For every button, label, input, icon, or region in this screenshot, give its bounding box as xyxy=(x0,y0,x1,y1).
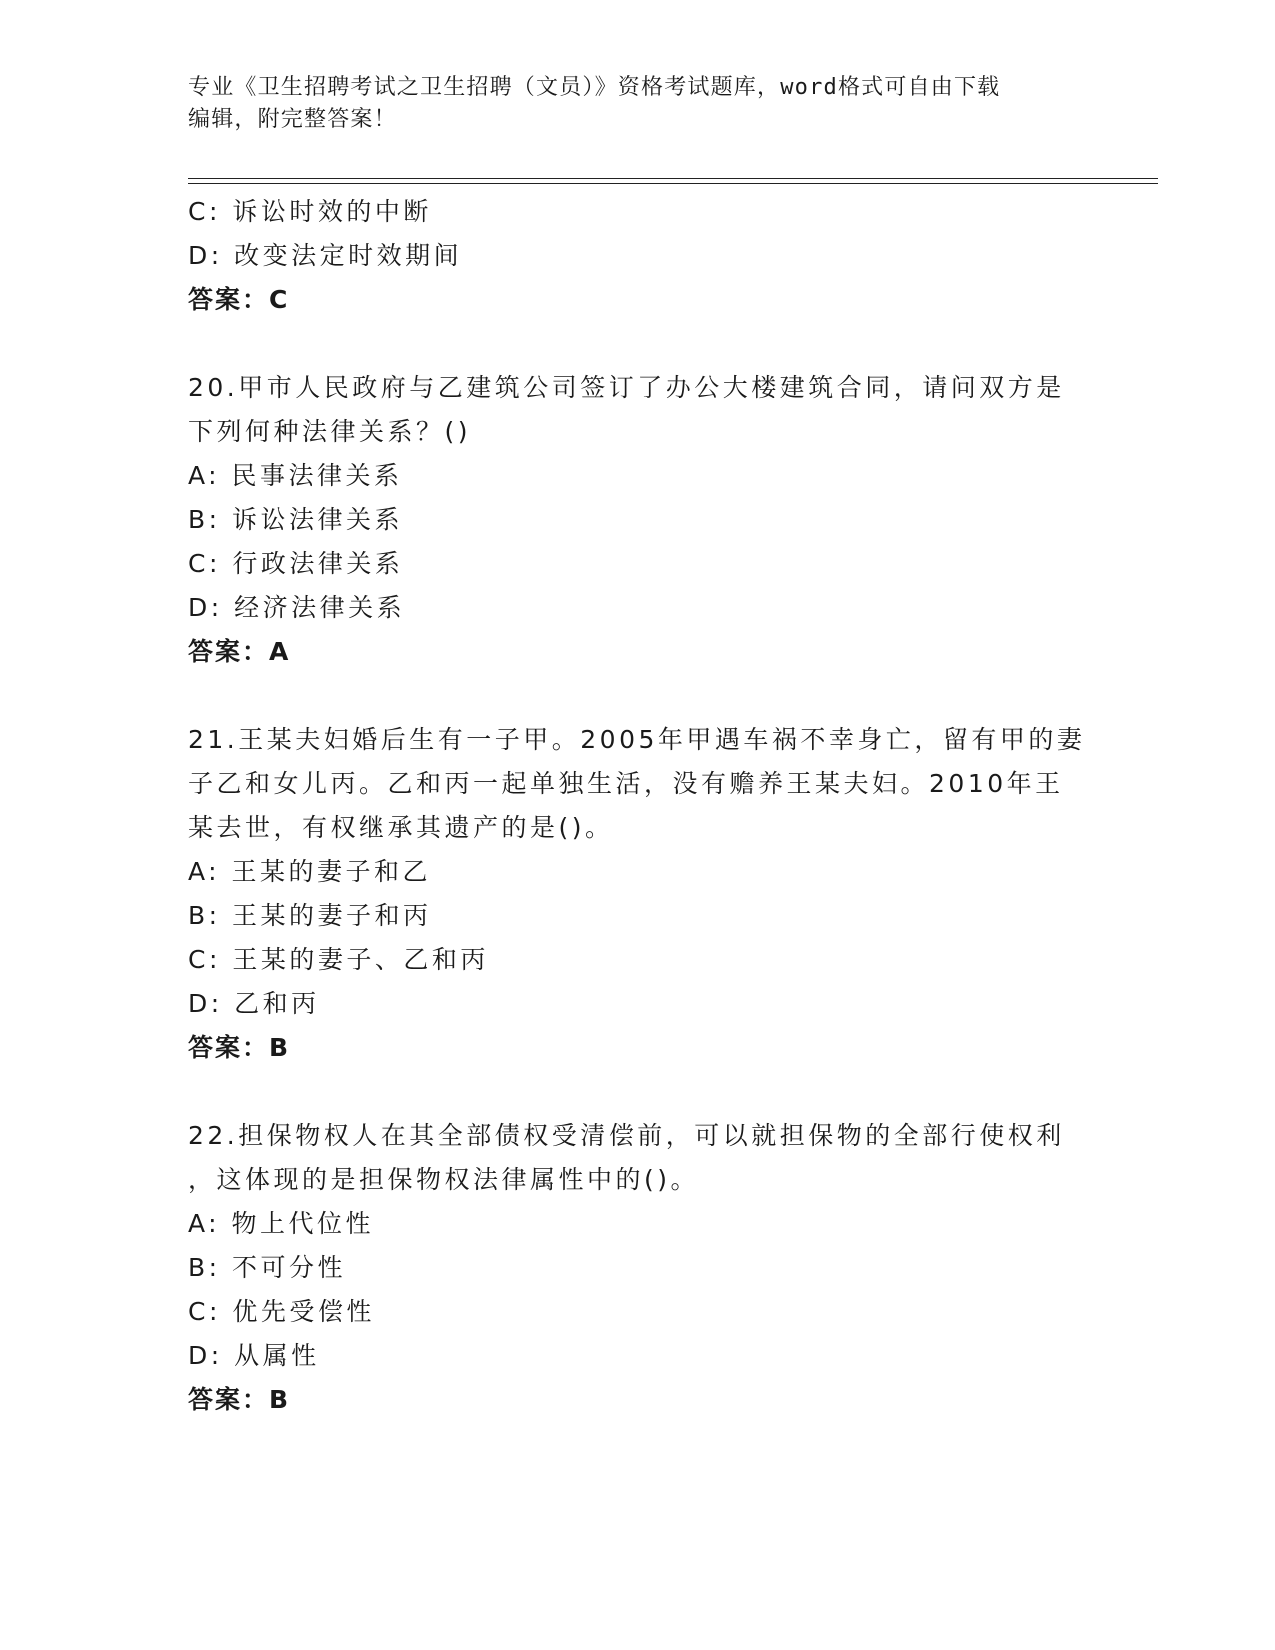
q21-option-b: B: 王某的妻子和丙 xyxy=(188,901,432,930)
q21-option-a: A: 王某的妻子和乙 xyxy=(188,857,432,886)
q22-option-d: D: 从属性 xyxy=(188,1341,320,1370)
header-line-2: 编辑，附完整答案！ xyxy=(188,107,397,132)
q20-stem-line-1: 20.甲市人民政府与乙建筑公司签订了办公大楼建筑合同，请问双方是 xyxy=(188,373,1065,402)
document-header xyxy=(188,72,1088,136)
q22-option-b: B: 不可分性 xyxy=(188,1253,347,1282)
q20-option-d: D: 经济法律关系 xyxy=(188,593,406,622)
q21-option-d: D: 乙和丙 xyxy=(188,989,320,1018)
q20-option-a: A: 民事法律关系 xyxy=(188,461,403,490)
q22-option-c: C: 优先受偿性 xyxy=(188,1297,375,1326)
q19-option-d: D: 改变法定时效期间 xyxy=(188,241,463,270)
q20-option-c: C: 行政法律关系 xyxy=(188,549,404,578)
q21-answer: 答案：B xyxy=(188,1033,291,1062)
header-divider-top xyxy=(188,178,1158,179)
q19-answer: 答案：C xyxy=(188,285,290,314)
q21-stem-line-1: 21.王某夫妇婚后生有一子甲。2005年甲遇车祸不幸身亡，留有甲的妻 xyxy=(188,725,1086,754)
q22-option-a: A: 物上代位性 xyxy=(188,1209,375,1238)
q22-stem-line-2: ，这体现的是担保物权法律属性中的()。 xyxy=(188,1165,700,1194)
q22-stem-line-1: 22.担保物权人在其全部债权受清偿前，可以就担保物的全部行使权利 xyxy=(188,1121,1065,1150)
q22-answer: 答案：B xyxy=(188,1385,291,1414)
q20-option-b: B: 诉讼法律关系 xyxy=(188,505,404,534)
q20-answer: 答案：A xyxy=(188,637,291,666)
q21-option-c: C: 王某的妻子、乙和丙 xyxy=(188,945,489,974)
q21-stem-line-3: 某去世，有权继承其遗产的是()。 xyxy=(188,813,614,842)
q21-stem-line-2: 子乙和女儿丙。乙和丙一起单独生活，没有赡养王某夫妇。2010年王 xyxy=(188,769,1064,798)
header-line-1: 专业《卫生招聘考试之卫生招聘（文员）》资格考试题库，word格式可自由下载 xyxy=(188,75,1001,100)
q19-option-c: C: 诉讼时效的中断 xyxy=(188,197,432,226)
header-divider-bottom xyxy=(188,183,1158,184)
q20-stem-line-2: 下列何种法律关系？() xyxy=(188,417,472,446)
